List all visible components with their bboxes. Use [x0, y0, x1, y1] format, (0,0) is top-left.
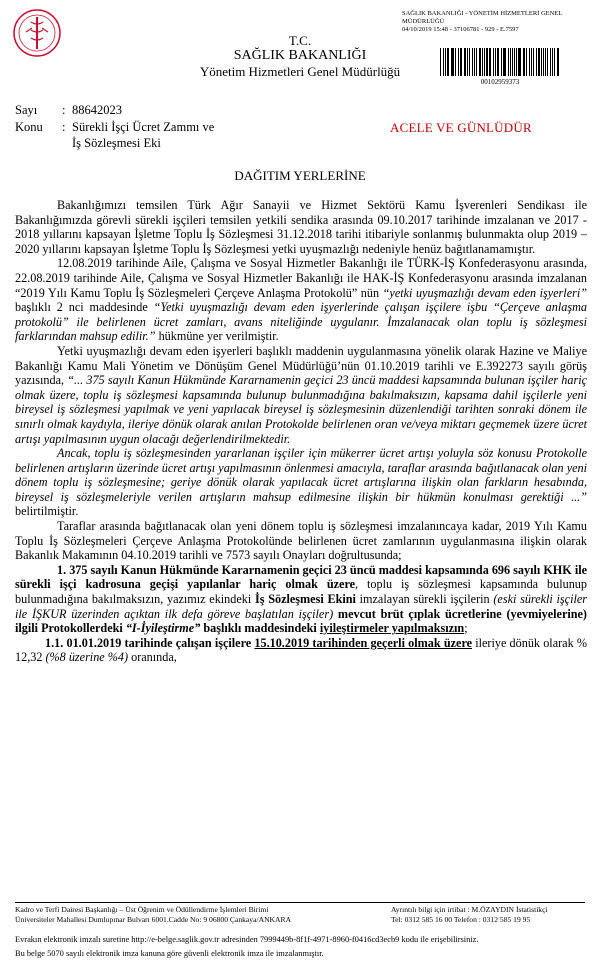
item1-bold-underline-i: iyileştirmeler yapılmaksızın — [319, 621, 465, 636]
barcode-bar — [504, 48, 505, 76]
barcode-number: 00102959373 — [480, 78, 520, 86]
konu-line-1: Sürekli İşçi Ücret Zammı ve — [72, 120, 215, 134]
p4-text-b: belirtilmiştir. — [15, 504, 79, 519]
barcode-bar — [550, 48, 551, 76]
barcode-bar — [554, 48, 555, 76]
barcode-bar — [451, 48, 452, 76]
barcode-bar — [508, 48, 509, 76]
item11-italic-d: (%8 üzerine %4) — [45, 650, 129, 665]
barcode-bar — [467, 48, 468, 76]
barcode-bar — [524, 48, 525, 76]
barcode-bar — [474, 48, 475, 76]
p4-quote: Ancak, toplu iş sözleşmesinden yararlanan işçiler için mükerrer ücret artışı yoluyla söz konusu Protokolle belirlenen artışların üzerinde ücret artışı yapılmasının önlenmesi amacıyla, taraflar arasında bağıtlanacak olan yeni dönem toplu iş sözleşmesine; geriye dönük olarak yapılacak ücret artışlarına ilişkin olan farkların hesabında, bireysel iş sözleşmeleriyle verilen artışların mahsup edilmesine ilişkin bir hükmün konulması gerektiği ...” — [15, 446, 587, 504]
item1-text-j: ; — [464, 621, 468, 636]
item1-text-d: imzalayan sürekli işçilerin — [355, 592, 494, 607]
e-signature-law-note: Bu belge 5070 sayılı elektronik imza kanuna göre güvenli elektronik imza ile imzalanmıştır. — [15, 949, 324, 958]
item11-text-c: ileriye dönük olarak % 12,32 — [15, 635, 588, 665]
item1-bold-italic-g: “I-İyileştirme” — [125, 621, 201, 636]
sayi-value: 88642023 — [72, 103, 122, 117]
sayi-colon: : — [62, 103, 66, 117]
barcode-bar — [472, 48, 473, 76]
barcode-bar — [445, 48, 446, 76]
barcode-bar — [512, 48, 513, 76]
item1-bold-f: mevcut brüt çıplak ücretlerine (yevmiyelerine) ilgili Protokollerdeki — [15, 606, 587, 636]
paragraph-1: Bakanlığımızı temsilen Türk Ağır Sanayii ve Hizmet Sektörü Kamu İşverenleri Sendikası ile Bakanlığımızda görevli sürekli işçileri temsilen yetkili sendika arasında 09.10.2017 tarihinde imzalanan ve 2017 - 2018 yıllarını kapsayan İşletme Toplu İş Sözleşmesi 31.12.2018 tarihi itibariyle sonlanmış bulunmakta olup 2019 – 2020 yıllarını kapsayan İşletme Toplu İş Sözleşmesi yetki uyuşmazlığı nedeniyle henüz bağıtlanamamıştır. — [15, 198, 587, 256]
item1-italic-e: (eski sürekli işçiler ile İŞKUR üzerinden açıktan ilk defa göreve başlatılan işçiler) — [15, 592, 588, 621]
distribution-heading: DAĞITIM YERLERİNE — [234, 168, 366, 183]
e-signature-link-note: Evrakın elektronik imzalı suretine http://e-belge.saglik.gov.tr adresinden 7999449b-8f1f-4971-8960-f0416cd3ecb9 kodu ile erişebilirsiniz. — [15, 935, 479, 944]
barcode-bar — [497, 48, 499, 76]
item1-bold-h: başlıklı maddesindeki — [200, 621, 320, 636]
p3-text-a: Yetki uyuşmazlığı devam eden işyerleri başlıklı maddenin uygulanmasına yönelik olarak Hazine ve Maliye Bakanlığı Kamu Mali Yönetim ve Dönüşüm Genel Müdürlüğü’nün 01.10.2019 tarihli ve E.392273 sayılı görüş yazısında, — [15, 343, 587, 388]
barcode-bar — [518, 48, 520, 76]
item1-bold-a: 1. 375 sayılı Kanun Hükmünde Kararnamenin geçici 23 üncü maddesi kapsamında 696 sayılı KHK ile sürekli işçi kadrosuna geçişi yapılanlar hariç olmak üzere — [15, 562, 587, 592]
barcode — [440, 48, 560, 76]
stamp-line-3: 04/10/2019 15:48 - 37106781 - 929 - E.7597 — [402, 26, 519, 33]
paragraph-3 — [15, 344, 587, 446]
letter-body — [15, 198, 587, 665]
barcode-bar — [493, 48, 494, 76]
barcode-bar — [447, 48, 449, 76]
item1-bold-c: İş Sözleşmesi Ekini — [255, 592, 356, 607]
barcode-bar — [547, 48, 548, 76]
barcode-bar — [479, 48, 481, 76]
barcode-bar — [482, 48, 483, 76]
barcode-bar — [464, 48, 466, 76]
barcode-bar — [452, 48, 453, 76]
barcode-bar — [495, 48, 496, 76]
stamp-line-2: MÜDÜRLÜĞÜ — [402, 18, 445, 25]
barcode-bar — [469, 48, 470, 76]
registry-stamp — [402, 10, 592, 34]
footer-phone: Tel: 0312 585 16 00 Telefon : 0312 585 19 95 — [391, 915, 531, 924]
barcode-bar — [533, 48, 534, 76]
barcode-bar — [510, 48, 511, 76]
barcode-bar — [490, 48, 491, 76]
item1-text-b: , toplu iş sözleşmesi kapsamında bulunup bulunmadığına bakılmaksızın, yazımız ekindeki — [15, 577, 587, 607]
p2-text-e: hükmüne yer verilmiştir. — [155, 329, 279, 344]
footer-contact: Ayrıntılı bilgi için irtibat : M.ÖZAYDIN İstatistikçi — [391, 905, 548, 914]
barcode-bar — [536, 48, 537, 76]
konu-label: Konu — [15, 120, 43, 134]
barcode-bar — [484, 48, 485, 76]
barcode-bar — [514, 48, 515, 76]
p2-quote-provision: “Yetki uyuşmazlığı devam eden işyerlerinde çalışan işçilere işbu “Çerçeve anlaşma protokolü” ile belirlenen ücret zamları, avans niteliğinde uygulanır. İmzalanacak olan toplu iş sözleşmesi farklarından mahsup edilir.” — [15, 300, 587, 344]
konu-line-2: İş Sözleşmesi Eki — [72, 136, 161, 150]
barcode-bar — [503, 48, 504, 76]
footer-divider — [15, 902, 585, 903]
header-department: Yönetim Hizmetleri Genel Müdürlüğü — [199, 64, 401, 79]
barcode-bar — [543, 48, 544, 76]
item-1-1 — [15, 636, 587, 665]
barcode-bar — [486, 48, 487, 76]
barcode-bar — [455, 48, 456, 76]
barcode-bar — [531, 48, 532, 76]
urgent-label: ACELE VE GÜNLÜDÜR — [390, 120, 532, 135]
barcode-bar — [460, 48, 461, 76]
sayi-label: Sayı — [15, 103, 38, 117]
barcode-bar — [440, 48, 441, 76]
barcode-bar — [557, 48, 559, 76]
header-ministry: SAĞLIK BAKANLIĞI — [233, 48, 367, 63]
p2-quote-title: “yetki uyuşmazlığı devam eden işyerleri” — [382, 285, 588, 300]
item11-text-e: oranında, — [128, 650, 177, 665]
paragraph-5: Taraflar arasında bağıtlanacak olan yeni dönem toplu iş sözleşmesi imzalanıncaya kadar, 2019 Yılı Kamu Toplu İş Sözleşmeleri Çerçeve Anlaşma Protokolünde belirlenen ücret zamlarının uygulanmasına ilişkin olarak Bakanlık Makamının 04.10.2019 tarihli ve 7573 sayılı Onayları doğrultusunda; — [15, 519, 587, 563]
header-tc: T.C. — [288, 33, 312, 48]
barcode-bar — [529, 48, 530, 76]
barcode-bar — [538, 48, 540, 76]
barcode-bar — [476, 48, 477, 76]
barcode-bar — [545, 48, 546, 76]
barcode-bar — [461, 48, 462, 76]
p2-text-a: 12.08.2019 tarihinde Aile, Çalışma ve Sosyal Hizmetler Bakanlığı ile TÜRK-İŞ Konfederasyonu arasında, 22.08.2019 tarihinde Aile, Çalışma ve Sosyal Hizmetler Bakanlığı ile HAK-İŞ Konfederasyonu arasında imzalanan “2019 Yılı Kamu Toplu İş Sözleşmeleri Çerçeve Anlaşma Protokolü” nün — [15, 256, 587, 300]
paragraph-4 — [15, 446, 587, 519]
konu-colon: : — [62, 120, 66, 134]
barcode-bar — [523, 48, 524, 76]
item11-bold-underline-b: 15.10.2019 tarihinden geçerli olmak üzere — [254, 635, 473, 650]
barcode-bar — [489, 48, 490, 76]
stamp-line-1: SAĞLIK BAKANLIĞI - YÖNETİM HİZMETLERİ GENEL — [402, 10, 563, 17]
p3-quote: “... 375 sayılı Kanun Hükmünde Kararnamenin geçici 23 üncü maddesi kapsamında bulunan işçiler hariç olmak üzere, toplu iş sözleşmesi kapsamında bulunup bulunmadığına bakılmaksızın, kapsama dahil işçilerle yeni bireysel iş sözleşmesi yapılmak ve yeni yapılacak bireysel iş sözleşmesinin düzenlendiği tarihten sonraki dönem ile sınırlı olmak kaydıyla, ileriye dönük olarak anılan Protokolde belirlenen oran ve/veya miktarı geçmemek üzere ücret artışı yapılmasının uygun olacağı değerlendirilmektedir. — [15, 373, 588, 446]
barcode-bar — [516, 48, 517, 76]
barcode-bar — [541, 48, 542, 76]
footer-address: Üniversiteler Mahallesi Dumlupınar Bulvarı 6001.Cadde No: 9 06800 Çankaya/ANKARA — [15, 915, 292, 924]
barcode-bar — [458, 48, 459, 76]
p2-text-c: başlıklı 2 nci maddesinde — [15, 300, 154, 315]
barcode-bar — [526, 48, 527, 76]
barcode-bar — [552, 48, 553, 76]
barcode-bar — [501, 48, 502, 76]
barcode-bar — [443, 48, 444, 76]
footer-unit: Kadro ve Terfi Dairesi Başkanlığı – Üst Öğrenim ve Ödüllendirme İşlemleri Birimi — [15, 905, 269, 914]
paragraph-2 — [15, 256, 587, 344]
item11-bold-a: 1.1. 01.01.2019 tarihinde çalışan işçilere — [45, 635, 255, 650]
item-1 — [15, 563, 587, 636]
